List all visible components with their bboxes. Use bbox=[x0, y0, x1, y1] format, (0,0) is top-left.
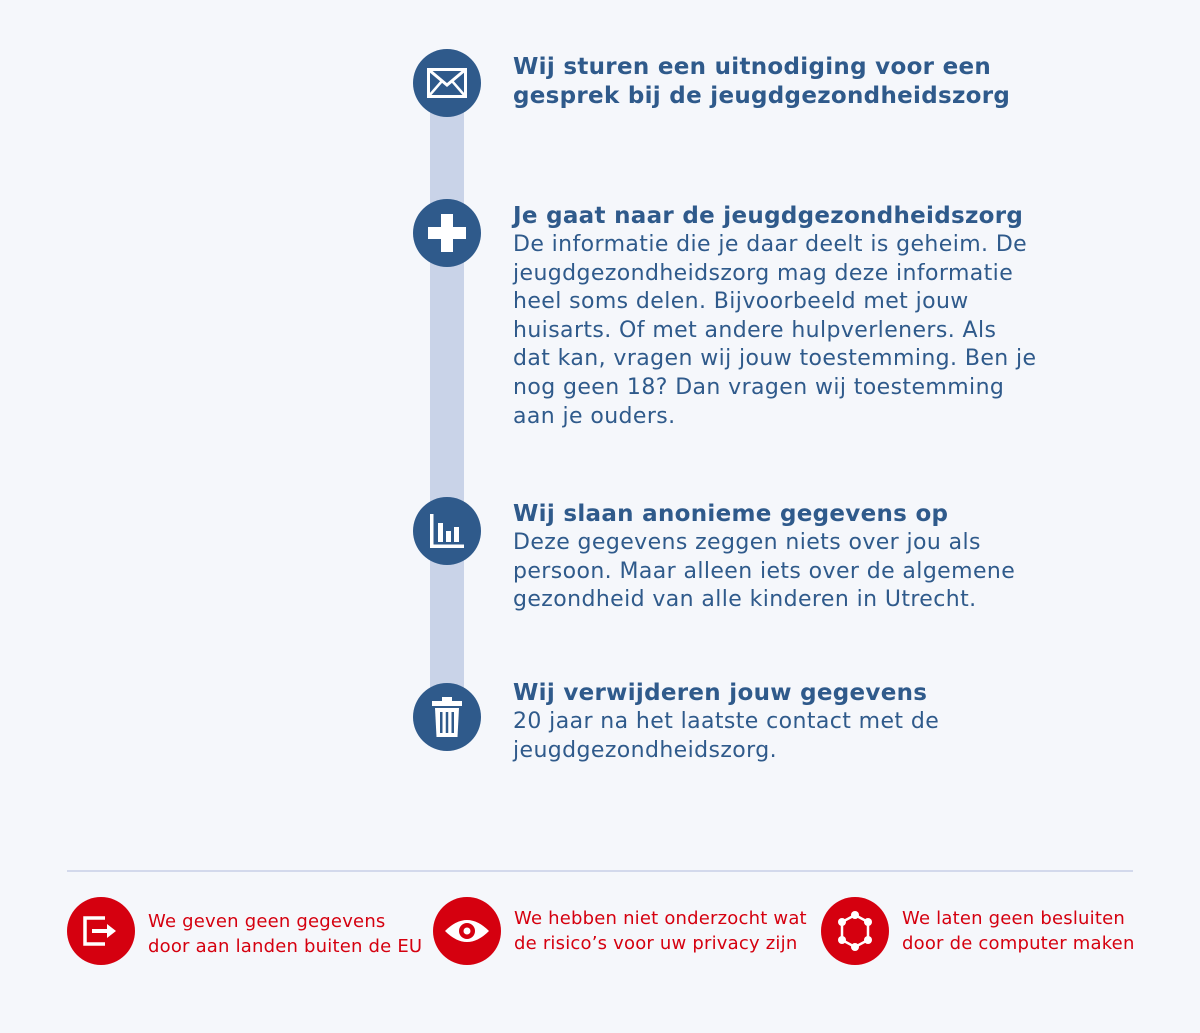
step-title-line: Wij slaan anonieme gegevens op bbox=[513, 501, 949, 527]
step-body-line: nog geen 18? Dan vragen wij toestemming bbox=[513, 374, 1005, 400]
step-body-line: gezondheid van alle kinderen in Utrecht. bbox=[513, 587, 977, 613]
plus-icon bbox=[413, 199, 481, 267]
step-body-line: Deze gegevens zeggen niets over jou als bbox=[513, 530, 981, 555]
footer-text-line: We geven geen gegevens bbox=[148, 911, 386, 932]
eye-icon bbox=[433, 897, 501, 965]
timeline-rail bbox=[430, 80, 464, 720]
footer-text-line: door aan landen buiten de EU bbox=[148, 936, 423, 957]
step-body-line: 20 jaar na het laatste contact met de bbox=[513, 709, 940, 734]
footer-text-line: de risico’s voor uw privacy zijn bbox=[514, 933, 798, 954]
footer-text-line: door de computer maken bbox=[902, 933, 1135, 954]
bar-chart-icon bbox=[413, 497, 481, 565]
step-body-line: jeugdgezondheidszorg mag deze informatie bbox=[513, 260, 1014, 286]
step-title-line: Wij sturen een uitnodiging voor een bbox=[513, 54, 992, 80]
step-body-line: huisarts. Of met andere hulpverleners. Als bbox=[513, 317, 997, 343]
trash-icon bbox=[413, 683, 481, 751]
footer-divider bbox=[67, 870, 1133, 872]
step-body-line: dat kan, vragen wij jouw toestemming. Ben je bbox=[513, 346, 1037, 372]
network-icon bbox=[821, 897, 889, 965]
envelope-icon bbox=[413, 49, 481, 117]
export-icon bbox=[67, 897, 135, 965]
step-title-line: gesprek bij de jeugdgezondheidszorg bbox=[513, 83, 1011, 109]
step-body-line: jeugdgezondheidszorg. bbox=[513, 737, 777, 763]
step-title-line: Je gaat naar de jeugdgezondheidszorg bbox=[513, 203, 1024, 229]
step-body-line: aan je ouders. bbox=[513, 403, 676, 429]
step-body-line: persoon. Maar alleen iets over de algemene bbox=[513, 558, 1016, 584]
step-body-line: heel soms delen. Bijvoorbeeld met jouw bbox=[513, 289, 969, 315]
footer-text-line: We hebben niet onderzocht wat bbox=[514, 908, 807, 929]
step-title-line: Wij verwijderen jouw gegevens bbox=[513, 680, 928, 706]
footer-text-line: We laten geen besluiten bbox=[902, 908, 1125, 929]
step-body-line: De informatie die je daar deelt is geheim. De bbox=[513, 232, 1028, 257]
